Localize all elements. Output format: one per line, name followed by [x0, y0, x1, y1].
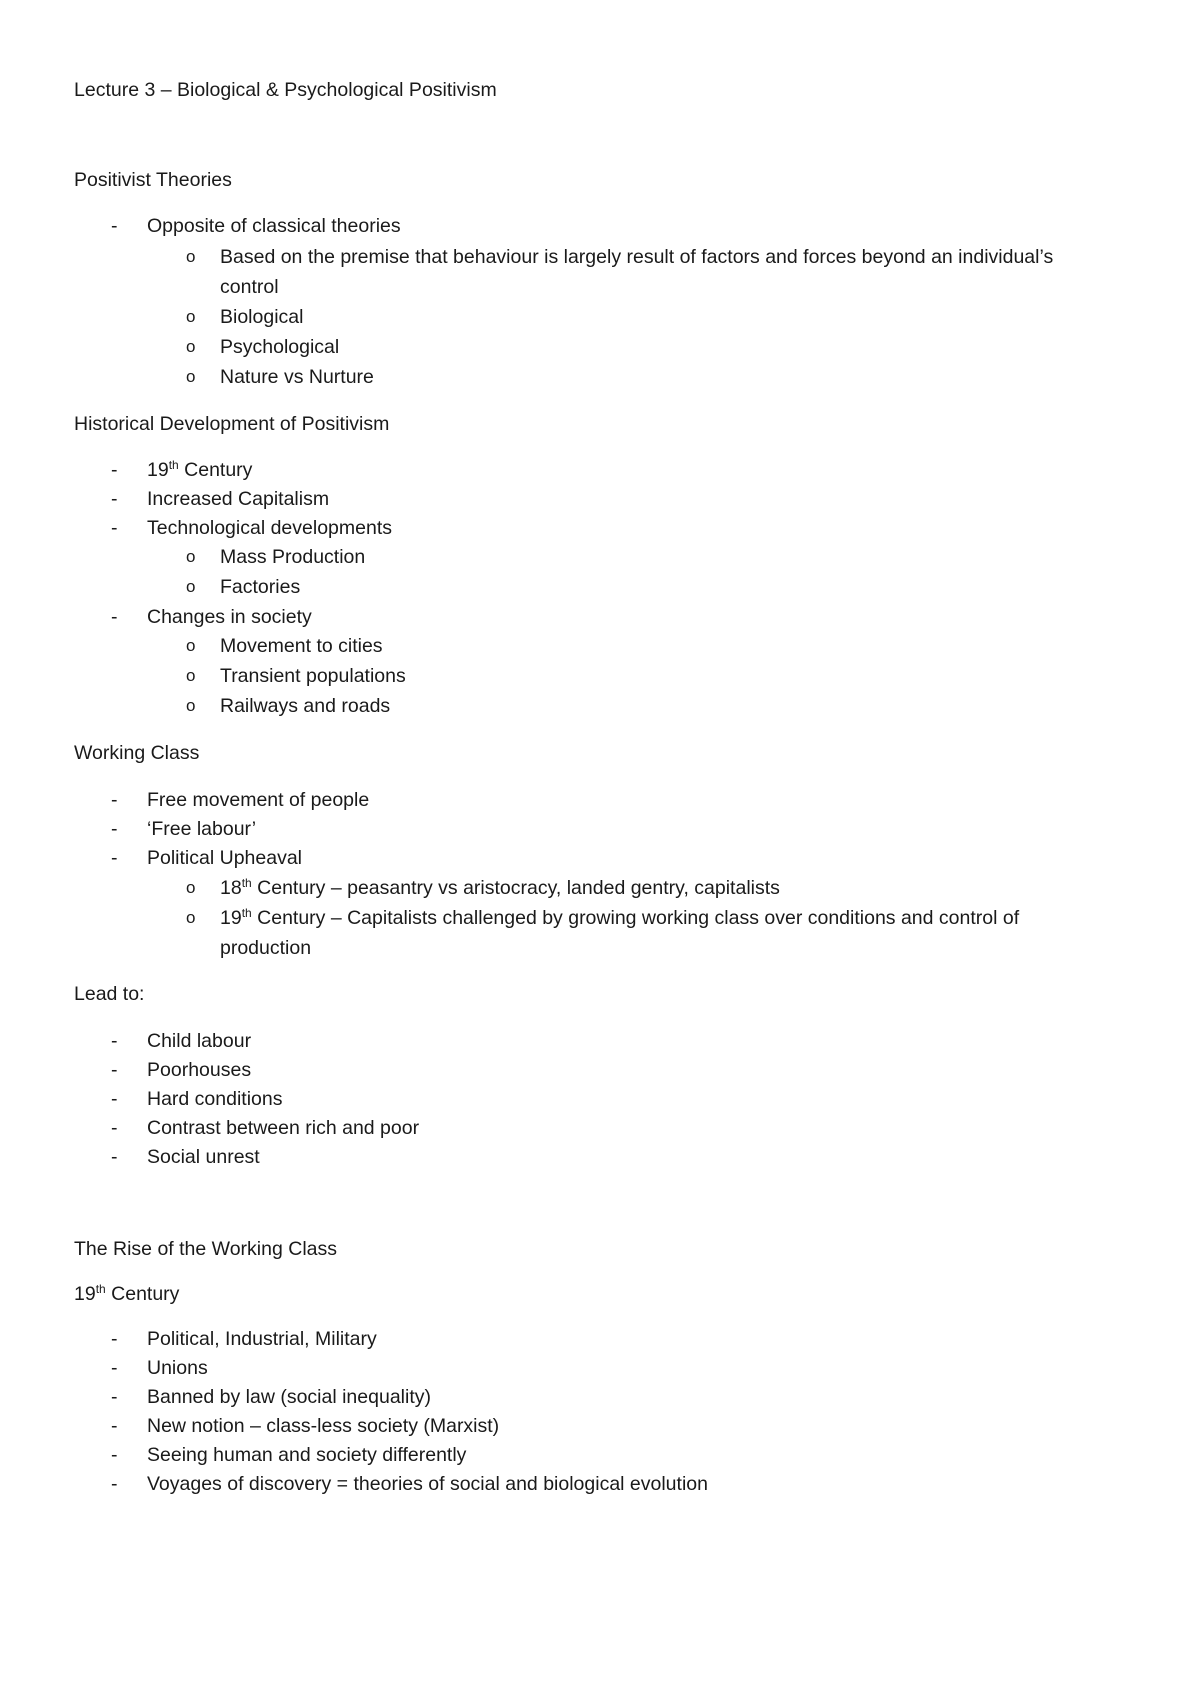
list-item: Unions: [147, 1357, 208, 1379]
circle-bullet: o: [186, 908, 196, 927]
dash-bullet: -: [111, 1117, 118, 1139]
list-item: Increased Capitalism: [147, 488, 330, 510]
dash-bullet: -: [111, 847, 118, 869]
list-item: Political, Industrial, Military: [147, 1328, 377, 1350]
sub-list-item: Mass Production: [220, 546, 366, 568]
circle-bullet: o: [186, 307, 196, 326]
sub-list-item: Biological: [220, 306, 304, 328]
circle-bullet: o: [186, 666, 196, 685]
circle-bullet: o: [186, 636, 196, 655]
list-item: Social unrest: [147, 1146, 260, 1168]
century-number: 19: [220, 907, 242, 929]
dash-bullet: -: [111, 1059, 118, 1081]
list-item: [147, 458, 252, 482]
list-item: New notion – class-less society (Marxist): [147, 1415, 500, 1437]
list-item: Free movement of people: [147, 789, 370, 811]
sub-list-item-continuation: production: [220, 937, 312, 959]
dash-bullet: -: [111, 1030, 118, 1052]
ordinal-suffix: th: [241, 906, 252, 920]
section-heading-rise-of-working-class: The Rise of the Working Class: [74, 1238, 337, 1260]
list-item: Political Upheaval: [147, 847, 303, 869]
sub-list-item: Factories: [220, 576, 301, 598]
dash-bullet: -: [111, 215, 118, 237]
document-title: Lecture 3 – Biological & Psychological Positivism: [74, 79, 497, 101]
dash-bullet: -: [111, 1444, 118, 1466]
circle-bullet: o: [186, 577, 196, 596]
list-item: Contrast between rich and poor: [147, 1117, 420, 1139]
section-heading-historical-development: Historical Development of Positivism: [74, 413, 390, 435]
list-item: ‘Free labour’: [147, 818, 257, 840]
section-heading-working-class: Working Class: [74, 742, 200, 764]
circle-bullet: o: [186, 337, 196, 356]
sub-list-item: [220, 876, 780, 900]
sub-list-item: Nature vs Nurture: [220, 366, 374, 388]
list-item: Poorhouses: [147, 1059, 252, 1081]
sub-list-item: Based on the premise that behaviour is largely result of factors and forces beyond an individual’s: [220, 246, 1054, 268]
century-label: Century: [178, 459, 253, 481]
sub-list-text: Century – peasantry vs aristocracy, landed gentry, capitalists: [251, 877, 780, 899]
sub-list-item: [220, 906, 1019, 930]
circle-bullet: o: [186, 696, 196, 715]
dash-bullet: -: [111, 1357, 118, 1379]
dash-bullet: -: [111, 1088, 118, 1110]
circle-bullet: o: [186, 367, 196, 386]
sub-list-text: Century – Capitalists challenged by growing working class over conditions and control of: [251, 907, 1020, 929]
section-heading-lead-to: Lead to:: [74, 983, 145, 1005]
dash-bullet: -: [111, 1386, 118, 1408]
dash-bullet: -: [111, 517, 118, 539]
ordinal-suffix: th: [168, 458, 179, 472]
ordinal-suffix: th: [241, 876, 252, 890]
circle-bullet: o: [186, 878, 196, 897]
sub-list-item: Transient populations: [220, 665, 406, 687]
century-number: 19: [74, 1283, 96, 1305]
dash-bullet: -: [111, 459, 118, 481]
circle-bullet: o: [186, 247, 196, 266]
dash-bullet: -: [111, 789, 118, 811]
dash-bullet: -: [111, 818, 118, 840]
sub-list-item-continuation: control: [220, 276, 279, 298]
dash-bullet: -: [111, 488, 118, 510]
list-item: Seeing human and society differently: [147, 1444, 467, 1466]
list-item: Technological developments: [147, 517, 392, 539]
dash-bullet: -: [111, 1328, 118, 1350]
dash-bullet: -: [111, 1415, 118, 1437]
sub-list-item: Railways and roads: [220, 695, 391, 717]
dash-bullet: -: [111, 606, 118, 628]
century-heading: [74, 1282, 179, 1306]
century-label: Century: [105, 1283, 180, 1305]
ordinal-suffix: th: [95, 1282, 106, 1296]
list-item: Hard conditions: [147, 1088, 283, 1110]
century-number: 19: [147, 459, 169, 481]
list-item: Changes in society: [147, 606, 312, 628]
list-item: Opposite of classical theories: [147, 215, 401, 237]
century-number: 18: [220, 877, 242, 899]
dash-bullet: -: [111, 1473, 118, 1495]
list-item: Voyages of discovery = theories of social and biological evolution: [147, 1473, 708, 1495]
circle-bullet: o: [186, 547, 196, 566]
section-heading-positivist-theories: Positivist Theories: [74, 169, 232, 191]
list-item: Child labour: [147, 1030, 252, 1052]
sub-list-item: Psychological: [220, 336, 340, 358]
dash-bullet: -: [111, 1146, 118, 1168]
list-item: Banned by law (social inequality): [147, 1386, 431, 1408]
sub-list-item: Movement to cities: [220, 635, 383, 657]
